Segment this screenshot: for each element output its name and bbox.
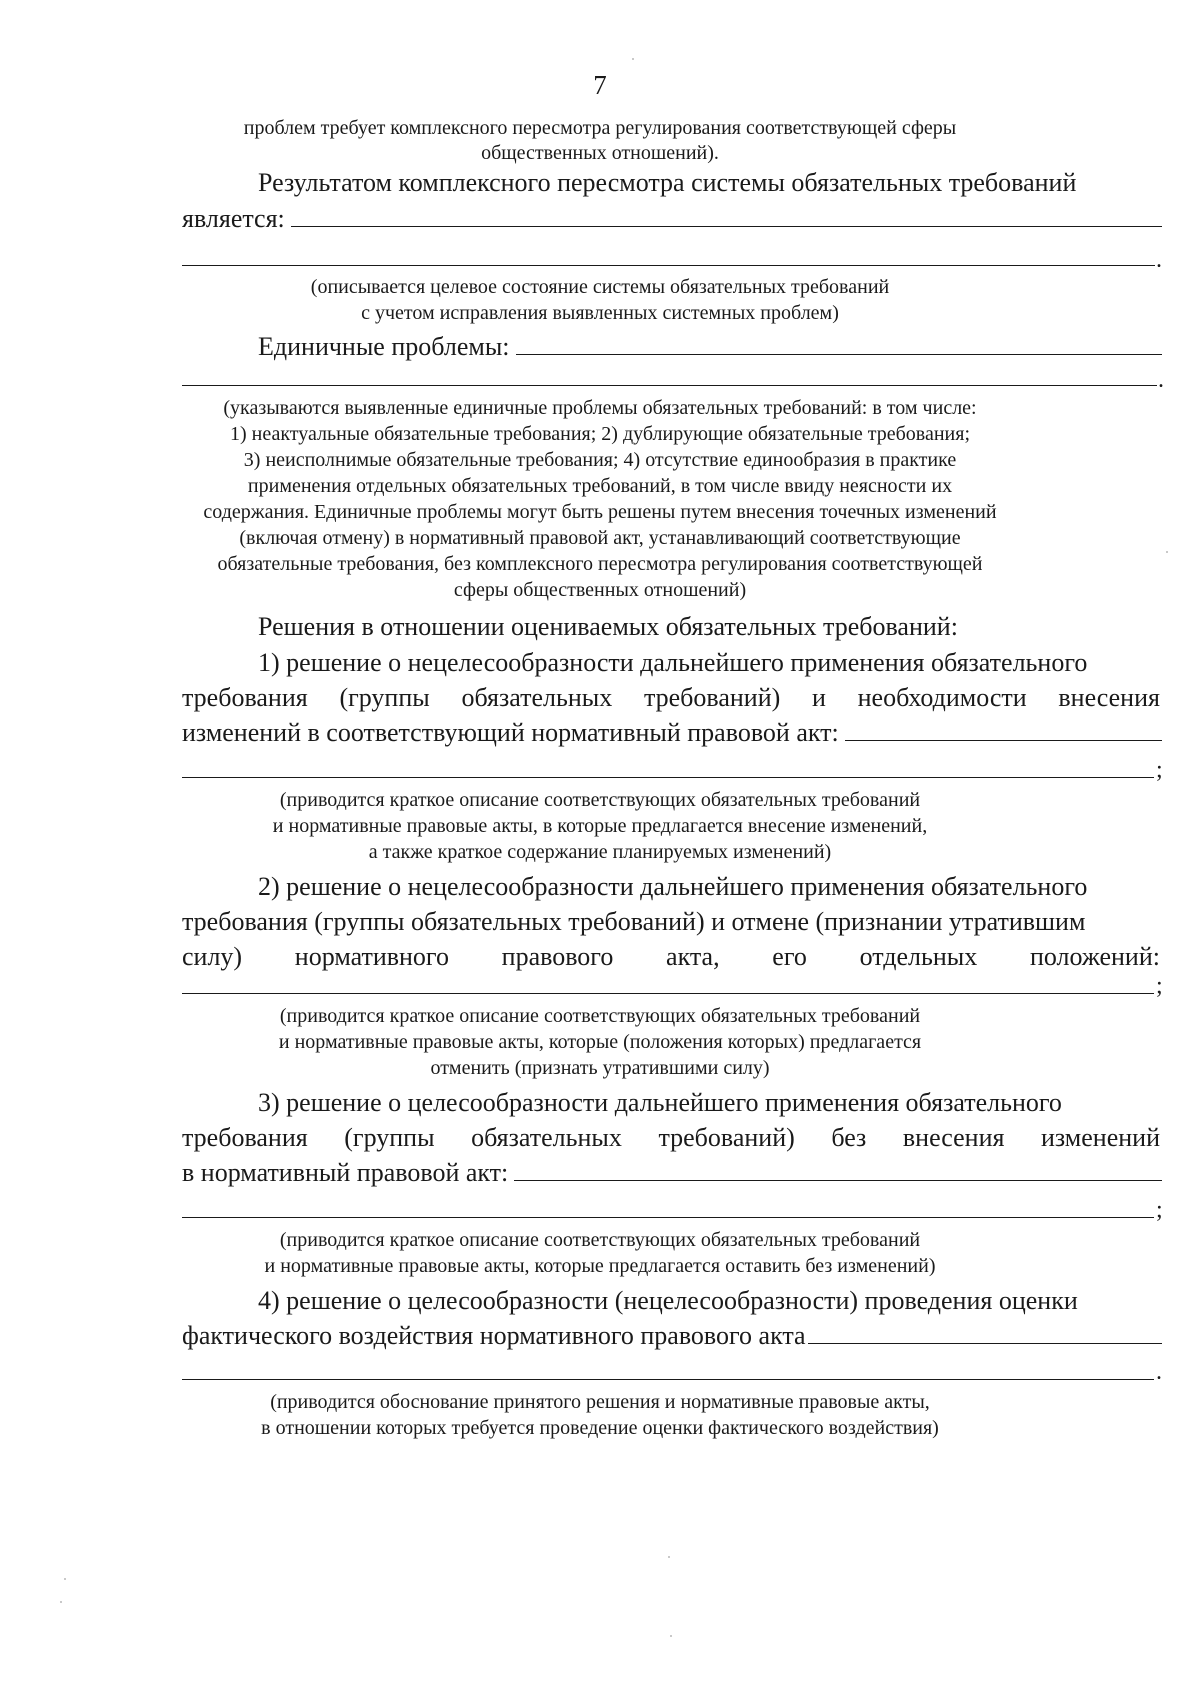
scan-speck	[668, 1556, 670, 1558]
decision-2-word: акта,	[666, 942, 720, 971]
decision-1-line-2	[182, 685, 1160, 711]
decision-3-word: требований)	[658, 1123, 795, 1152]
single-problems-hint-2: 1) неактуальные обязательные требования; 2) дублирующие обязательные требования;	[229, 423, 971, 445]
result-hint-1: (описывается целевое состояние системы обязательных требований	[310, 276, 890, 298]
single-problems-hint-6: (включая отмену) в нормативный правовой акт, устанавливающий соответствующие	[239, 527, 961, 549]
decision-2-word: его	[772, 942, 807, 971]
decision-3-hint-2: и нормативные правовые акты, которые предлагается оставить без изменений)	[264, 1255, 936, 1277]
result-line-1: Результатом комплексного пересмотра системы обязательных требований	[258, 168, 1077, 197]
intro-line-1: проблем требует комплексного пересмотра регулирования соответствующей сферы	[243, 117, 957, 139]
decision-1-word: требования	[182, 683, 308, 712]
decision-3-word: (группы	[344, 1123, 435, 1152]
decision-2-line-1: 2) решение о нецелесообразности дальнейшего применения обязательного	[258, 872, 1088, 901]
page-number: 7	[593, 70, 607, 100]
decision-1-line-1: 1) решение о нецелесообразности дальнейшего применения обязательного	[258, 648, 1088, 677]
decision-2-fill	[182, 993, 1154, 994]
decision-2-word: нормативного	[294, 942, 449, 971]
decision-1-end-mark: ;	[1156, 757, 1163, 783]
single-problems-hint-7: обязательные требования, без комплексного пересмотра регулирования соответствующей	[217, 553, 983, 575]
decision-3-label: в нормативный правовой акт:	[182, 1158, 509, 1187]
decision-1-word: требований)	[643, 683, 781, 712]
decision-4-end-mark: .	[1156, 1359, 1162, 1385]
decision-1-fill-1	[845, 720, 1162, 741]
decision-4-fill-2	[182, 1379, 1154, 1380]
single-problems-label: Единичные проблемы:	[258, 332, 510, 361]
single-problems-end-mark: .	[1158, 367, 1164, 393]
decision-3-line-3	[182, 1160, 1162, 1186]
decision-3-word: требования	[182, 1123, 308, 1152]
decision-1-hint-3: а также краткое содержание планируемых изменений)	[368, 841, 832, 863]
decision-3-line-2	[182, 1125, 1160, 1151]
scan-speck	[1166, 551, 1168, 553]
single-problems-fill-1	[516, 334, 1162, 355]
decision-2-word: отдельных	[859, 942, 978, 971]
decision-1-word: внесения	[1058, 683, 1160, 712]
intro-line-2: общественных отношений).	[481, 142, 719, 164]
scan-speck	[64, 1578, 66, 1580]
scan-speck	[632, 58, 634, 60]
decision-2-hint-2: и нормативные правовые акты, которые (положения которых) предлагается	[278, 1031, 922, 1053]
result-line-2	[182, 206, 1162, 232]
decision-3-end-mark: ;	[1156, 1197, 1163, 1223]
decision-1-word: необходимости	[857, 683, 1027, 712]
result-end-mark: .	[1156, 247, 1162, 273]
decision-4-hint-1: (приводится обоснование принятого решения и нормативные правовые акты,	[270, 1391, 930, 1413]
decision-2-word: правового	[501, 942, 614, 971]
single-problems-hint-4: применения отдельных обязательных требований, в том числе ввиду неясности их	[247, 475, 953, 497]
decision-1-hint-1: (приводится краткое описание соответствующих обязательных требований	[279, 789, 921, 811]
decision-2-word: силу)	[182, 942, 243, 971]
decision-1-hint-2: и нормативные правовые акты, в которые предлагается внесение изменений,	[272, 815, 928, 837]
result-hint-2: с учетом исправления выявленных системных проблем)	[361, 302, 839, 324]
decisions-heading: Решения в отношении оцениваемых обязательных требований:	[258, 612, 958, 641]
decision-2-end-mark: ;	[1156, 973, 1163, 999]
decision-3-fill-2	[182, 1217, 1154, 1218]
single-problems-hint-3: 3) неисполнимые обязательные требования; 4) отсутствие единообразия в практике	[243, 449, 957, 471]
decision-2-word: положений:	[1029, 942, 1160, 971]
decision-1-line-3	[182, 720, 1162, 746]
decision-4-hint-2: в отношении которых требуется проведение оценки фактического воздействия)	[261, 1417, 939, 1439]
decision-2-hint-3: отменить (признать утратившими силу)	[430, 1057, 770, 1079]
single-problems-line	[258, 334, 1162, 360]
decision-4-fill-1	[808, 1323, 1162, 1344]
decision-3-fill-1	[514, 1160, 1162, 1181]
decision-2-line-2: требования (группы обязательных требований) и отмене (признании утратившим	[182, 907, 1086, 936]
decision-3-line-1: 3) решение о целесообразности дальнейшего применения обязательного	[258, 1088, 1062, 1117]
decision-1-label: изменений в соответствующий нормативный правовой акт:	[182, 718, 839, 747]
result-fill-line-1	[291, 206, 1162, 227]
decision-4-line-1: 4) решение о целесообразности (нецелесообразности) проведения оценки	[258, 1286, 1078, 1315]
single-problems-hint-5: содержания. Единичные проблемы могут быть решены путем внесения точечных изменений	[203, 501, 997, 523]
decision-3-word: без	[831, 1123, 867, 1152]
single-problems-hint-1: (указываются выявленные единичные проблемы обязательных требований: в том числе:	[223, 397, 977, 419]
decision-3-word: изменений	[1040, 1123, 1160, 1152]
decision-3-word: обязательных	[471, 1123, 622, 1152]
scan-speck	[670, 1635, 672, 1637]
decision-3-word: внесения	[902, 1123, 1005, 1152]
decision-1-word: и	[812, 683, 826, 712]
decision-1-word: (группы	[339, 683, 430, 712]
result-label: является:	[182, 204, 285, 233]
decision-1-word: обязательных	[461, 683, 613, 712]
result-fill-line-2	[182, 265, 1155, 266]
decision-1-fill-2	[182, 777, 1154, 778]
decision-4-label: фактического воздействия нормативного правового акта	[182, 1321, 806, 1350]
decision-4-line-2	[182, 1323, 1162, 1349]
decision-3-hint-1: (приводится краткое описание соответствующих обязательных требований	[279, 1229, 921, 1251]
scan-speck	[60, 1601, 62, 1603]
decision-2-hint-1: (приводится краткое описание соответствующих обязательных требований	[279, 1005, 921, 1027]
single-problems-fill-2	[182, 385, 1157, 386]
single-problems-hint-8: сферы общественных отношений)	[453, 579, 747, 601]
decision-2-line-3	[182, 944, 1160, 970]
